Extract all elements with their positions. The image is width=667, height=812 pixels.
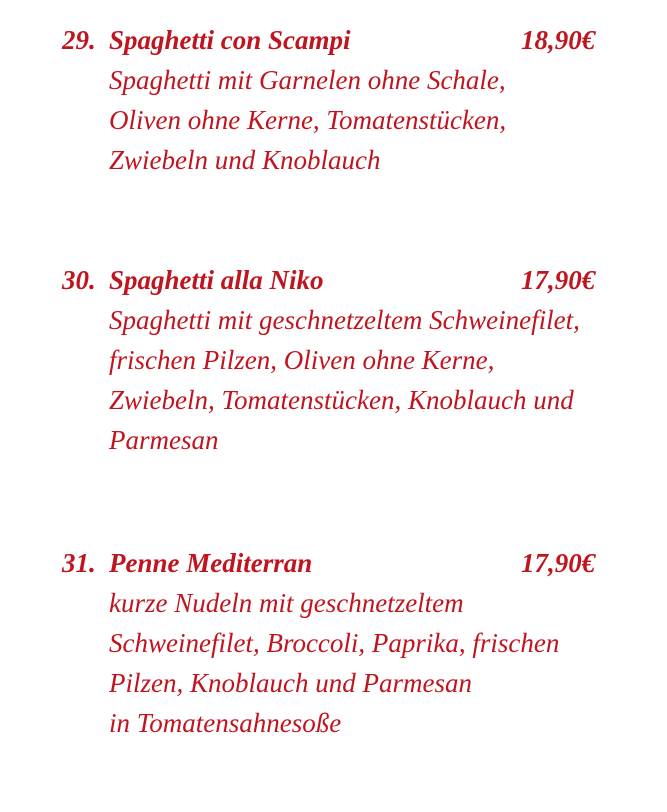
description-line: Zwiebeln und Knoblauch <box>109 145 381 175</box>
item-name: Spaghetti con Scampi <box>109 25 351 55</box>
item-number: 30. <box>62 265 96 295</box>
item-number: 29. <box>62 25 96 55</box>
item-price: 18,90€ <box>521 25 596 55</box>
menu-item-header <box>0 262 667 298</box>
description-line: in Tomatensahnesoße <box>109 708 342 738</box>
description-line: Pilzen, Knoblauch und Parmesan <box>109 668 472 698</box>
item-price: 17,90€ <box>521 548 596 578</box>
description-line: Parmesan <box>109 425 219 455</box>
item-name: Spaghetti alla Niko <box>109 265 324 295</box>
item-description <box>109 583 559 743</box>
item-number: 31. <box>62 548 96 578</box>
item-description <box>109 60 506 180</box>
menu-item-header <box>0 22 667 58</box>
description-line: frischen Pilzen, Oliven ohne Kerne, <box>109 345 495 375</box>
item-description <box>109 300 580 460</box>
item-price: 17,90€ <box>521 265 596 295</box>
description-line: Spaghetti mit Garnelen ohne Schale, <box>109 65 506 95</box>
description-line: Zwiebeln, Tomatenstücken, Knoblauch und <box>109 385 574 415</box>
menu-item-header <box>0 545 667 581</box>
description-line: Spaghetti mit geschnetzeltem Schweinefilet, <box>109 305 580 335</box>
item-name: Penne Mediterran <box>109 548 313 578</box>
description-line: Schweinefilet, Broccoli, Paprika, frischen <box>109 628 560 658</box>
description-line: kurze Nudeln mit geschnetzeltem <box>109 588 464 618</box>
description-line: Oliven ohne Kerne, Tomatenstücken, <box>109 105 507 135</box>
